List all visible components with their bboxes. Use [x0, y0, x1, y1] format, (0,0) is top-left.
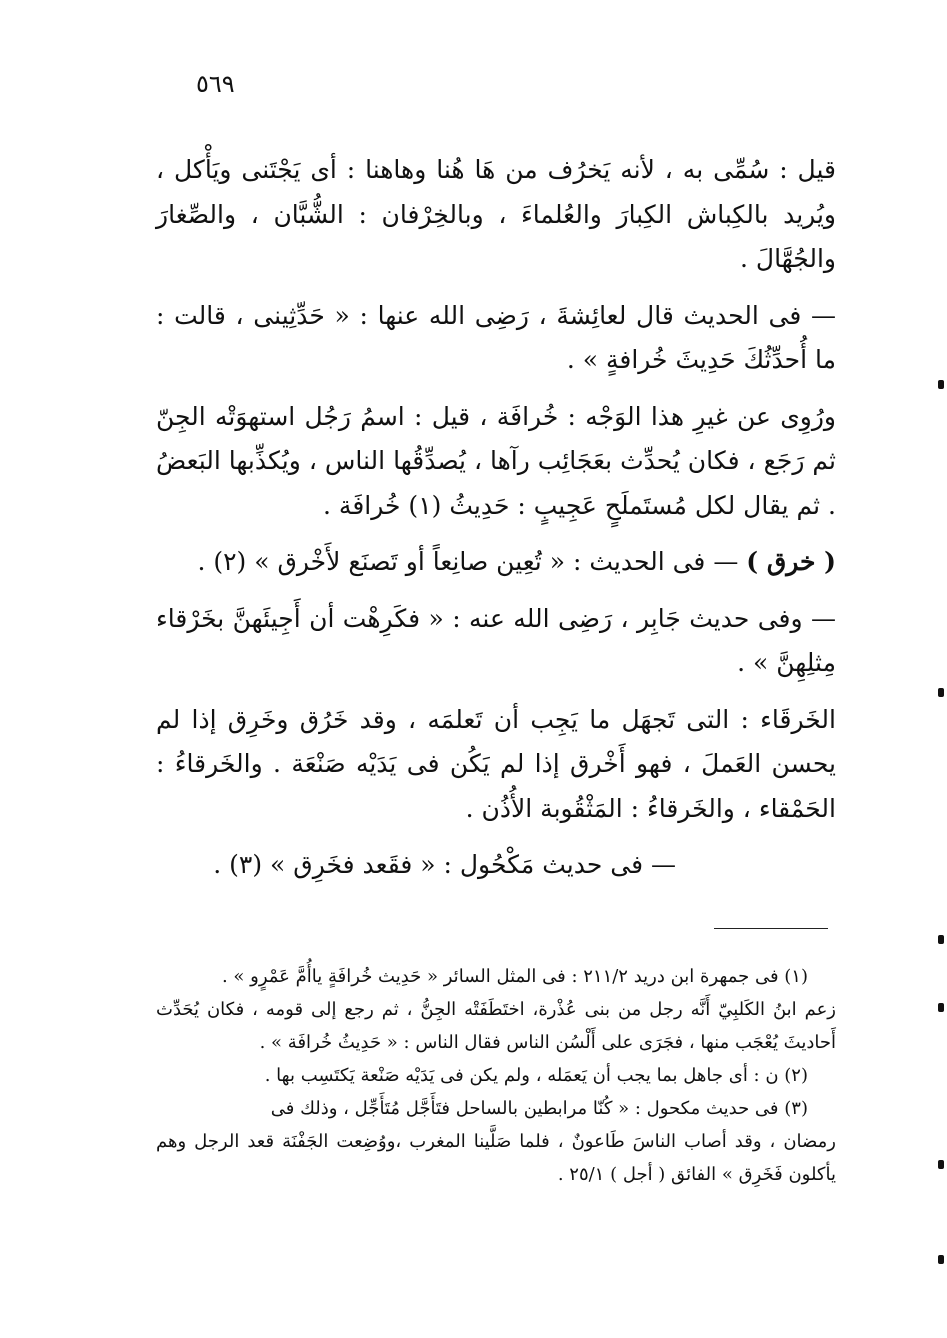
paragraph: — فى حديث مَكْحُول : « فقَعد فخَرِق » (٣) . [213, 850, 676, 879]
entry-headword: ( خرق ) [746, 547, 836, 576]
margin-mark [938, 380, 944, 389]
paragraph: ورُوِى عن غيرِ هذا الوَجْه : خُرافَة ، قيل : اسمُ رَجُل استهوَتْه الجِنّ ثم رَجَع ، فكان يُحدِّث بعَجَائِب رآها ، يُصدِّقُها الناس ، ويُكذِّبها البَعضُ . ثم يقال لكل مُستَملَحٍ عَجِيبٍ : حَدِيثُ (١) خُرافَة . [156, 401, 836, 520]
footnotes [156, 960, 836, 1191]
margin-mark [938, 935, 944, 944]
footnote-1-line: (١) فى جمهرة ابن دريد ٢١١/٢ : فى المثل السائر « حَدِيث خُرافَةٍ ياأُمَّ عَمْرٍو » . [221, 966, 808, 987]
margin-mark [938, 1255, 944, 1264]
paragraph: — وفى حديث جَابِر ، رَضِى الله عنه : « فكَرِهْت أن أَجِيئَهنَّ بخَرْقاء مِثلِهِنَّ » . [156, 603, 836, 677]
footnote-3-text: رمضان ، وقد أصاب الناسَ طَاعونٌ ، فلما صَلَّينا المغرب ،ووُضِعت الجَفْنَة قعد الرجل وهم يأكلون فَخَرِق » الفائق ( أجل ) ٢٥/١ . [156, 1131, 836, 1185]
paragraph: — فى الحديث قال لعائِشةَ ، رَضِى الله عنها : « حَدِّثِينى ، قالت : ما أُحدِّثُكَ حَدِيثَ خُرافةٍ » . [156, 300, 836, 374]
entry-text: — فى الحديث : « تُعِين صانِعاً أو تَصنَع لأَخْرق » (٢) . [197, 547, 747, 576]
paragraph: الخَرقَاء : التى تَجهَل ما يَجِب أن تَعلمَه ، وقد خَرُق وخَرِق إذا لم يحسن العَملَ ، فهو أَخْرق إذا لم يَكُن فى يَدَيْه صَنْعَة . والخَرقاءُ : الحَمْقاء ، والخَرقاءُ : المَثْقُوبة الأُذُن . [156, 704, 836, 823]
main-text [156, 148, 836, 900]
footnote-divider [714, 928, 828, 929]
footnote-3-line: (٣) فى حديث مكحول : « كُنّا مرابطين بالساحل فتَأَجَّل مُتَأَجِّل ، وذلك فى [270, 1098, 808, 1119]
margin-mark [938, 1003, 944, 1012]
footnote-2: (٢) ن : أى جاهل بما يجب أن يَعمَله ، ولم يكن فى يَدَيْه صَنْعة يَكتَسِب بها . [264, 1065, 808, 1086]
margin-mark [938, 688, 944, 697]
paragraph: قيل : سُمِّى به ، لأنه يَخرُف من هَا هُنا وهاهنا : أى يَجْتَنى ويَأْكل ، ويُريد بالكِباش الكِبارَ والعُلماءَ ، وبالخِرْفان : الشُّبَّان ، والصِّغارَ والجُهَّالَ . [156, 155, 836, 273]
footnote-1-text: زعم ابنُ الكَلبِيّ أَنَّه رجل من بنى عُذْرة، اختَطَفَتْه الجِنُّ ، ثم رجع إلى قومه ، فكان يُحَدِّث أَحاديثَ يُعْجَب منها ، فجَرَى على أَلْسُن الناس فقال الناس : « حَدِيثُ خُرافَة » . [156, 999, 836, 1053]
page-number: ٥٦٩ [196, 70, 235, 98]
entry-paragraph [156, 540, 836, 585]
margin-mark [938, 1160, 944, 1169]
